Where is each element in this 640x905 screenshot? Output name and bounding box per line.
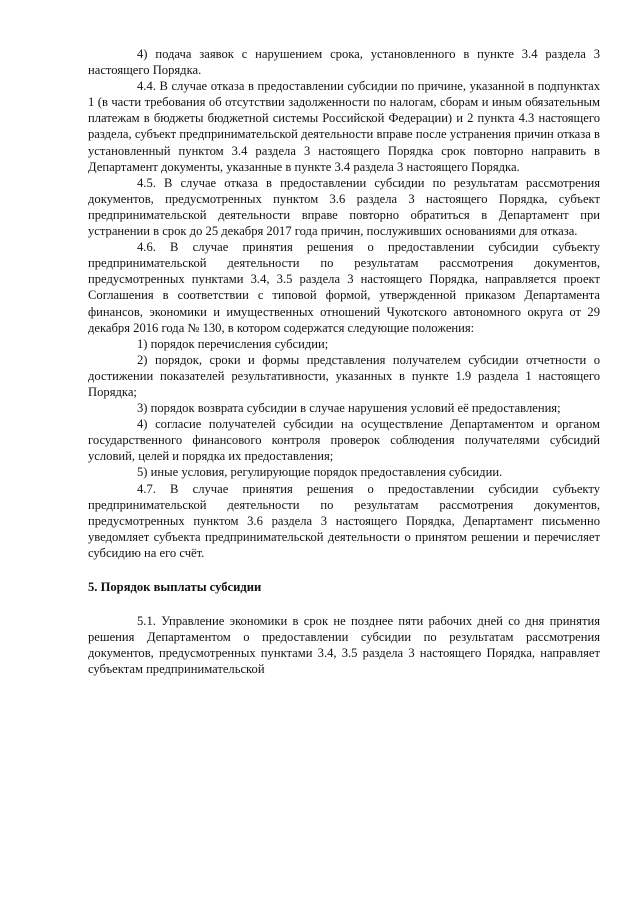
paragraph-4-5: 4.5. В случае отказа в предоставлении субсидии по результатам рассмотрения документов, предусмотренных пунктом 3.6 раздела 3 настоящего Порядка, субъект предпринимательской деятельности вправе повторно обратиться в Департамент при устранении в срок до 25 декабря 2017 года причин, послуживших основаниями для отказа. (88, 175, 600, 239)
list-item-3: 3) порядок возврата субсидии в случае нарушения условий её предоставления; (137, 401, 561, 416)
list-item-2: 2) порядок, сроки и формы представления получателем субсидии отчетности о достижении показателей результативности, указанных в пункте 1.9 раздела 1 настоящего Порядка; (88, 352, 600, 399)
paragraph-4-4-item-4: 4) подача заявок с нарушением срока, установленного в пункте 3.4 раздела 3 настоящего Порядка. (88, 47, 600, 78)
document-page (88, 46, 600, 677)
list-item-5: 5) иные условия, регулирующие порядок предоставления субсидии. (137, 465, 503, 480)
section-heading: 5. Порядок выплаты субсидии (88, 580, 262, 594)
paragraph-4-4: 4.4. В случае отказа в предоставлении субсидии по причине, указанной в подпунктах 1 (в части требования об отсутствии задолженности по налогам, сборам и иным обязательным платежам в бюджеты бюджетной системы Российской Федерации) и 2 пункта 4.3 настоящего раздела, субъект предпринимательской деятельности вправе после устранения причин отказа в установленный пунктом 3.4 раздела 3 настоящего Порядка срок повторно направить в Департамент документы, указанные в пункте 3.4 раздела 3 настоящего Порядка. (88, 79, 600, 174)
list-item-1: 1) порядок перечисления субсидии; (137, 336, 329, 351)
paragraph-4-6: 4.6. В случае принятия решения о предоставлении субсидии субъекту предпринимательской деятельности по результатам рассмотрения документов, предусмотренных пунктами 3.4, 3.5 раздела 3 настоящего Порядка, направляется проект Соглашения в соответствии с типовой формой, утвержденной приказом Департамента финансов, экономики и имущественных отношений Чукотского автономного округа от 29 декабря 2016 года № 130, в котором содержатся следующие положения: (88, 240, 600, 335)
list-item-4: 4) согласие получателей субсидии на осуществление Департаментом и органом государственного финансового контроля проверок соблюдения получателями субсидий условий, целей и порядка их предоставления; (88, 417, 600, 464)
paragraph-5-1: 5.1. Управление экономики в срок не позднее пяти рабочих дней со дня принятия решения Департаментом о предоставлении субсидии по результатам рассмотрения документов, предусмотренных пунктами 3.4, 3.5 раздела 3 настоящего Порядка, направляет субъектам предпринимательской (88, 614, 600, 677)
paragraph-4-7: 4.7. В случае принятия решения о предоставлении субсидии субъекту предпринимательской деятельности по результатам рассмотрения документов, предусмотренных пунктом 3.6 раздела 3 настоящего Порядка, Департамент письменно уведомляет субъекта предпринимательской деятельности о принятом решении и перечисляет субсидию на его счёт. (88, 481, 600, 560)
